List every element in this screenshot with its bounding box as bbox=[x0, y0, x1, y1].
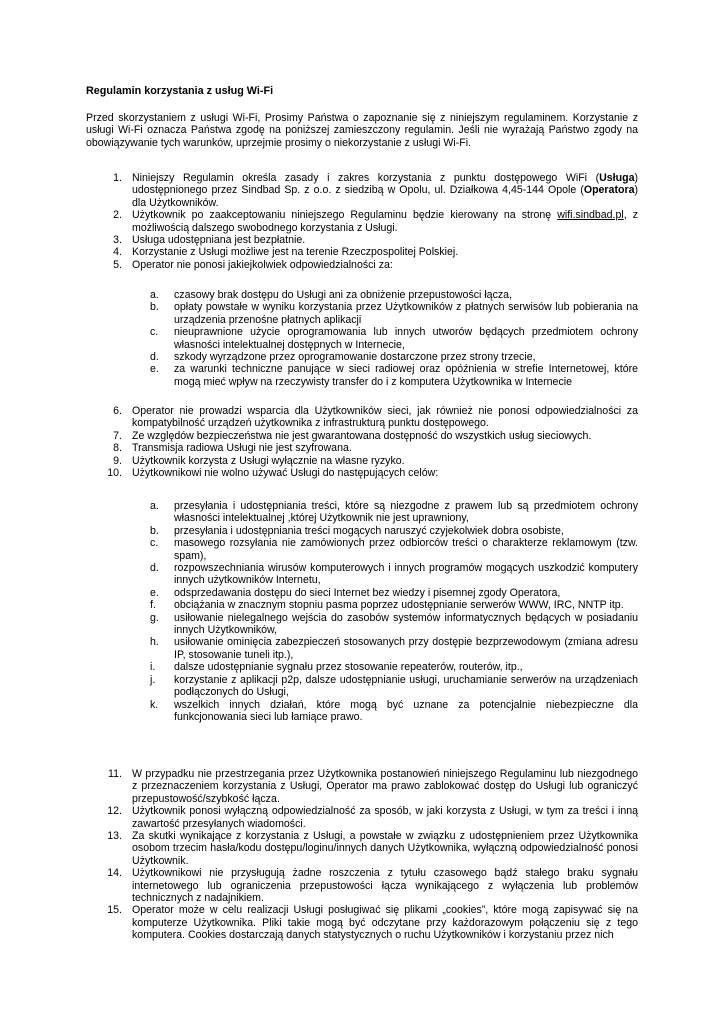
item-letter: c. bbox=[150, 326, 159, 339]
lettered-list-liability bbox=[150, 289, 638, 388]
list-item bbox=[86, 455, 638, 467]
item-letter: e. bbox=[150, 586, 159, 599]
item-text: Operator nie ponosi jakiejkolwiek odpowiedzialności za: bbox=[132, 258, 393, 271]
sub-item-text: odsprzedawania dostępu do sieci Internet bez wiedzy i pisemnej zgody Operatora, bbox=[174, 586, 561, 599]
sub-list-item bbox=[150, 500, 638, 525]
item-number: 5. bbox=[113, 258, 122, 271]
item-letter: b. bbox=[150, 301, 159, 314]
list-item bbox=[86, 172, 638, 209]
item-number: 15. bbox=[107, 904, 122, 917]
item-number: 7. bbox=[113, 429, 122, 442]
item-text: Użytkownik po zaakceptowaniu niniejszego Regulaminu będzie kierowany na stronę bbox=[132, 209, 558, 222]
list-item bbox=[86, 259, 638, 271]
list-item bbox=[86, 246, 638, 258]
item-text: Operator może w celu realizacji Usługi posługiwać się plikami „cookies”, które mogą zapisywać się na komputerze Użytkownika. Pliki takie mogą być odczytane przy każdorazowym połączeniu się z tego komputera. Cookies dostarczają danych statystycznych o ruchu Użytkowników i korzystaniu przez nich bbox=[132, 904, 638, 942]
item-text: Za skutki wynikające z korzystania z Usługi, a powstałe w związku z udostępnieniem przez Użytkownika osobom trzecim hasła/kodu dostępu/loginu/innych danych Użytkownika, wyłączną odpowiedzialność ponosi Użytkownik. bbox=[132, 830, 638, 867]
numbered-list-11-15 bbox=[86, 768, 638, 942]
list-item bbox=[86, 805, 638, 830]
item-number: 6. bbox=[113, 405, 122, 417]
item-letter: e. bbox=[150, 363, 159, 376]
item-number: 2. bbox=[113, 209, 122, 222]
item-letter: k. bbox=[150, 698, 159, 711]
item-letter: g. bbox=[150, 611, 159, 624]
numbered-list-1-5 bbox=[86, 172, 638, 271]
item-letter: f. bbox=[150, 599, 156, 612]
sub-item-text: przesyłania i udostępniania treści mogących naruszyć czyjekolwiek dobra osobiste, bbox=[174, 524, 564, 537]
item-text: Transmisja radiowa Usługi nie jest szyfrowana. bbox=[132, 442, 352, 455]
list-item bbox=[86, 904, 638, 941]
item-text: Operator nie prowadzi wsparcia dla Użytkowników sieci, jak również nie ponosi odpowiedzialności za kompatybilność urządzeń użytkownika z infrastrukturą punktu dostępowego. bbox=[132, 405, 638, 430]
sub-item-text: czasowy brak dostępu do Usługi ani za obniżenie przepustowości łącza, bbox=[174, 289, 513, 301]
list-item bbox=[86, 442, 638, 454]
sub-item-text: dalsze udostępnianie sygnału przez stosowanie repeaterów, routerów, itp., bbox=[174, 661, 523, 674]
item-text: Korzystanie z Usługi możliwe jest na terenie Rzeczpospolitej Polskiej. bbox=[132, 246, 459, 259]
bold-term: Operatora bbox=[583, 184, 635, 197]
list-item bbox=[86, 768, 638, 805]
sub-item-text: usiłowanie nielegalnego wejścia do zasobów systemów informatycznych będących w posiadaniu innych Użytkowników, bbox=[174, 611, 638, 637]
sub-item-text: opłaty powstałe w wyniku korzystania przez Użytkowników z płatnych serwisów lub pobierania na urządzenia przenośne płatnych aplikacji bbox=[174, 301, 638, 326]
sub-list-item bbox=[150, 612, 638, 637]
sub-list-item bbox=[150, 525, 638, 537]
sub-item-text: korzystanie z aplikacji p2p, dalsze udostępnianie usługi, uruchamianie serwerów na urządzeniach podłączonych do Usługi, bbox=[174, 673, 638, 699]
item-text: ) dla Użytkowników. bbox=[132, 184, 638, 209]
sub-list-item bbox=[150, 301, 638, 326]
sub-item-text: przesyłania i udostępniania treści, które są niezgodne z prawem lub są przedmiotem ochrony własności intelektualnej ,której Użytkownik nie jest uprawniony, bbox=[174, 500, 638, 525]
item-number: 8. bbox=[113, 442, 122, 455]
sub-item-text: za warunki techniczne panujące w sieci radiowej oraz opóźnienia w strefie Internetowej, które mogą mieć wpływ na rzeczywisty transfer do i z komputera Użytkownika w Internecie bbox=[174, 363, 638, 388]
sub-list-item bbox=[150, 562, 638, 587]
sub-item-text: masowego rozsyłania nie zamówionych przez odbiorców treści o charakterze reklamowym (tzw. spam), bbox=[174, 537, 638, 562]
item-text: Ze względów bezpieczeństwa nie jest gwarantowana dostępność do wszystkich usług sieciowych. bbox=[132, 429, 592, 442]
intro-paragraph: Przed skorzystaniem z usługi Wi-Fi, Prosimy Państwa o zapoznanie się z niniejszym regulaminem. Korzystanie z usługi Wi-Fi oznacza Państwa zgodę na poniższej zamieszczony regulamin. Jeśli nie wyrażają Państwo zgody na obowiązywanie tych warunków, uprzejmie prosimy o niekorzystanie z usługi Wi-Fi. bbox=[86, 112, 638, 149]
lettered-list-prohibited bbox=[150, 500, 638, 723]
list-item bbox=[86, 430, 638, 442]
list-item bbox=[86, 209, 638, 234]
list-item bbox=[86, 405, 638, 430]
item-text: Użytkownikowi nie przysługują żadne roszczenia z tytułu czasowego bądź stałego braku sygnału internetowego lub ograniczenia przepustowości łącza wynikającego z wyłączenia lub problemów technicznych z nadajnikiem. bbox=[132, 867, 638, 905]
sub-list-item bbox=[150, 537, 638, 562]
sub-list-item bbox=[150, 326, 638, 351]
item-number: 14. bbox=[107, 867, 122, 880]
sub-list-item bbox=[150, 699, 638, 724]
item-number: 13. bbox=[107, 830, 122, 843]
sub-list-item bbox=[150, 363, 638, 388]
sub-item-text: rozpowszechniania wirusów komputerowych i innych programów mogących uszkodzić komputery innych użytkowników Internetu, bbox=[174, 562, 638, 587]
sub-list-item bbox=[150, 661, 638, 673]
sub-item-text: wszelkich innych działań, które mogą być uznane za potencjalnie niebezpieczne dla funkcjonowania sieci lub łamiące prawo. bbox=[174, 698, 638, 723]
item-text: Niniejszy Regulamin określa zasady i zakres korzystania z punktu dostępowego WiFi ( bbox=[132, 172, 600, 184]
item-letter: c. bbox=[150, 537, 159, 550]
item-number: 12. bbox=[107, 805, 122, 818]
sub-list-item bbox=[150, 636, 638, 661]
item-number: 3. bbox=[113, 234, 122, 247]
sub-list-item bbox=[150, 351, 638, 363]
item-number: 10. bbox=[107, 467, 122, 480]
list-item bbox=[86, 867, 638, 904]
item-letter: j. bbox=[150, 673, 156, 686]
sub-item-text: obciążania w znacznym stopniu pasma poprzez udostępnianie serwerów WWW, IRC, NNTP itp. bbox=[174, 599, 624, 612]
sub-list-item bbox=[150, 289, 638, 301]
item-letter: d. bbox=[150, 351, 159, 364]
list-item bbox=[86, 234, 638, 246]
item-text: W przypadku nie przestrzegania przez Użytkownika postanowień niniejszego Regulaminu lub niezgodnego z przeznaczeniem korzystania z Usługi, Operator ma prawo zablokować dostęp do Usługi lub ograniczyć przepustowość/szybkość łącza. bbox=[132, 768, 638, 805]
sub-list-item bbox=[150, 587, 638, 599]
document-title: Regulamin korzystania z usług Wi-Fi bbox=[86, 85, 274, 97]
sub-list-item bbox=[150, 599, 638, 611]
list-item bbox=[86, 467, 638, 479]
list-item bbox=[86, 830, 638, 867]
item-number: 1. bbox=[113, 172, 122, 184]
sub-item-text: usiłowanie ominięcia zabezpieczeń stosowanych przy dostępie bezprzewodowym (zmiana adresu IP, stosowanie tuneli itp.), bbox=[174, 636, 638, 661]
item-text: Usługa udostępniana jest bezpłatnie. bbox=[132, 234, 306, 247]
item-text: Użytkownikowi nie wolno używać Usługi do następujących celów: bbox=[132, 467, 439, 480]
item-number: 11. bbox=[108, 768, 122, 780]
item-text: Użytkownik ponosi wyłączną odpowiedzialność za sposób, w jaki korzysta z Usługi, w tym za treści i inną zawartość przesyłanych wiadomości. bbox=[132, 805, 638, 830]
sub-list-item bbox=[150, 674, 638, 699]
item-number: 4. bbox=[113, 246, 122, 259]
item-letter: b. bbox=[150, 524, 159, 537]
item-number: 9. bbox=[113, 454, 122, 467]
bold-term: Usługa bbox=[599, 172, 635, 184]
item-text: Użytkownik korzysta z Usługi wyłącznie na własne ryzyko. bbox=[132, 454, 405, 467]
item-letter: d. bbox=[150, 562, 159, 575]
numbered-list-6-10 bbox=[86, 405, 638, 479]
item-letter: h. bbox=[150, 636, 159, 649]
item-text: ) udostępnionego przez Sindbad Sp. z o.o. z siedzibą w Opolu, ul. Działkowa 4,45-144 Opole ( bbox=[132, 172, 638, 197]
sub-item-text: nieuprawnione użycie oprogramowania lub innych utworów będących przedmiotem ochrony własności intelektualnej dostępnych w Internecie, bbox=[174, 326, 638, 351]
website-link[interactable]: wifi.sindbad.pl bbox=[557, 209, 624, 222]
item-letter: a. bbox=[150, 289, 159, 301]
item-letter: i. bbox=[150, 661, 156, 674]
item-letter: a. bbox=[150, 500, 159, 512]
sub-item-text: szkody wyrządzone przez oprogramowanie dostarczone przez strony trzecie, bbox=[174, 351, 536, 364]
item-text: , z możliwością dalszego swobodnego korzystania z Usługi. bbox=[132, 209, 638, 234]
